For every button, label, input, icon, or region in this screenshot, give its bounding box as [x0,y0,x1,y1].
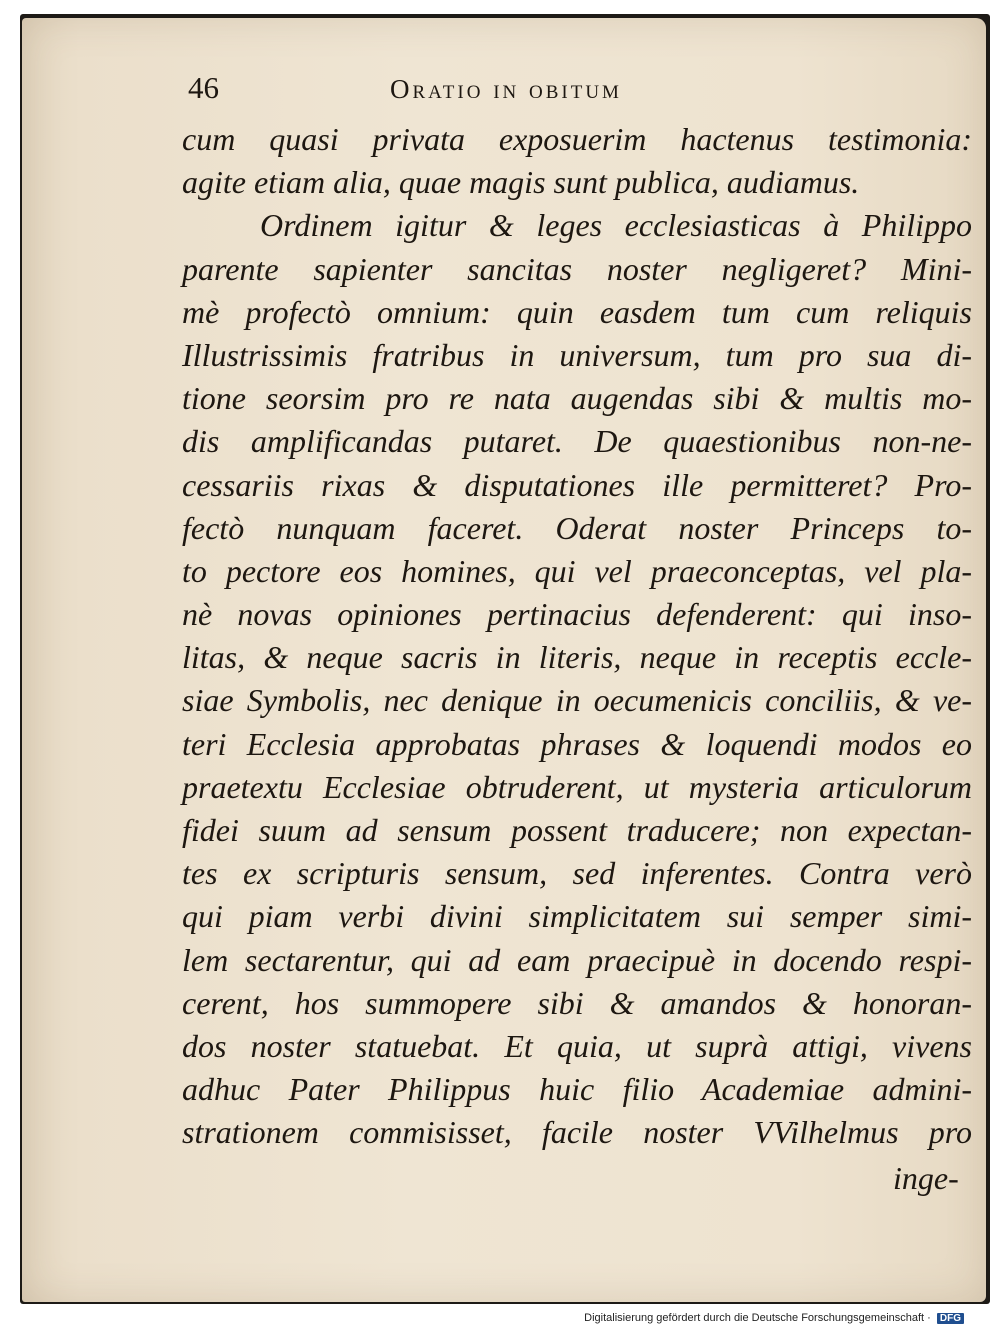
text-line: siae Symbolis, nec denique in oecumenicis conciliis, & ve- [182,682,972,719]
text-line: fidei suum ad sensum possent traducere; non expectan- [182,812,972,848]
credit-text: Digitalisierung gefördert durch die Deutsche Forschungsgemeinschaft · [584,1312,931,1324]
text-line: cessariis rixas & disputationes ille permitteret? Pro- [182,466,972,503]
text-line: to pectore eos homines, qui vel praeconceptas, vel pla- [182,552,972,589]
text-line: praetextu Ecclesiae obtruderent, ut mysteria articulorum [182,768,972,805]
text-line: litas, & neque sacris in literis, neque in receptis eccle- [182,639,972,676]
text-line: parente sapienter sancitas noster negligeret? Mini- [182,250,972,287]
text-line: adhuc Pater Philippus huic filio Academiae admini- [182,1071,972,1108]
text-line: tes ex scripturis sensum, sed inferentes. Contra verò [182,855,972,892]
text-line: tione seorsim pro re nata augendas sibi & multis mo- [182,380,972,417]
book-page [22,18,986,1302]
text-line: mè profectò omnium: quin easdem tum cum reliquis [182,293,972,330]
text-line: Ordinem igitur & leges ecclesiasticas à Philippo [260,207,972,244]
text-line: teri Ecclesia approbatas phrases & loquendi modos eo [182,725,972,762]
text-line: cerent, hos summopere sibi & amandos & honoran- [182,984,972,1021]
page-number: 46 [188,70,219,105]
body-text [182,118,972,1155]
running-title: Oratio in obitum [390,74,622,104]
text-line: strationem commisisset, facile noster VVilhelmus pro [182,1114,972,1151]
running-head [172,70,972,120]
text-line: Illustrissimis fratribus in universum, tum pro sua di- [182,336,972,373]
text-line: dis amplificandas putaret. De quaestionibus non-ne- [182,423,972,460]
text-line: qui piam verbi divini simplicitatem sui semper simi- [182,898,972,935]
text-line: fectò nunquam faceret. Oderat noster Princeps to- [182,509,972,546]
text-line: lem sectarentur, qui ad eam praecipuè in docendo respi- [182,941,972,978]
digitization-credit [584,1312,964,1324]
text-line: dos noster statuebat. Et quia, ut suprà attigi, vivens [182,1027,972,1064]
catchword: inge- [893,1160,959,1196]
text-line: nè novas opiniones pertinacius defenderent: qui inso- [182,596,972,633]
dfg-logo: DFG [937,1313,964,1324]
text-line: cum quasi privata exposuerim hactenus testimonia: [182,121,972,157]
text-line: agite etiam alia, quae magis sunt publica, audiamus. [182,164,860,201]
